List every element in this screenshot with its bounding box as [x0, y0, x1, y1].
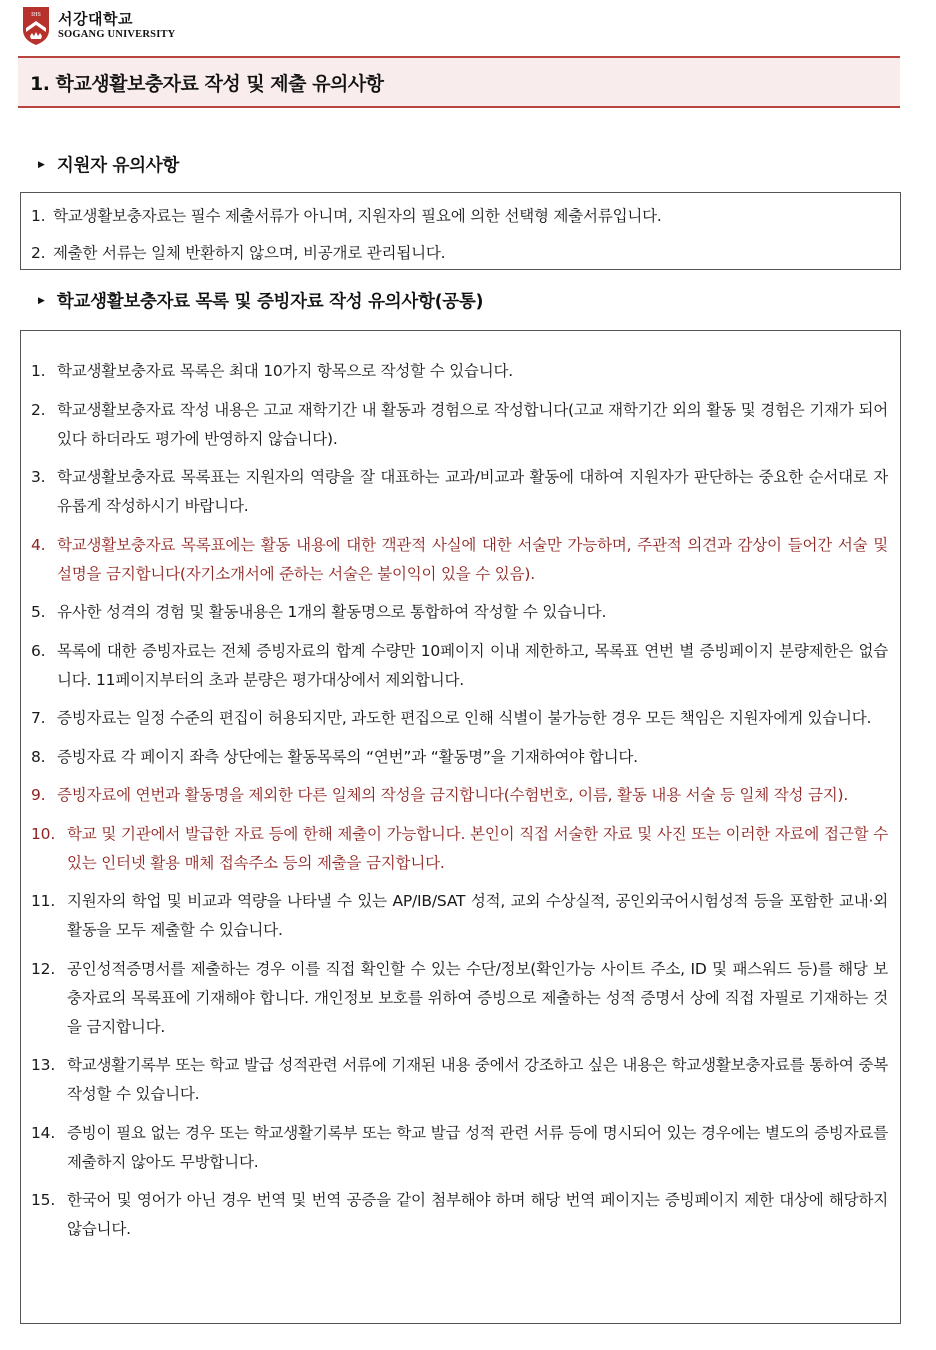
warning-list-item: 4. 학교생활보충자료 목록표에는 활동 내용에 대한 객관적 사실에 대한 서술만 가능하며, 주관적 의견과 감상이 들어간 서술 및 설명을 금지합니다(자기소개서에 준하는 서술은 불이익이 있을 수 있음).: [31, 535, 888, 583]
common-notes-heading: ▶ 학교생활보충자료 목록 및 증빙자료 작성 유의사항(공통): [38, 292, 484, 312]
warning-list-item: 10. 학교 및 기관에서 발급한 자료 등에 한해 제출이 가능합니다. 본인이 직접 서술한 자료 및 사진 또는 이러한 자료에 접근할 수 있는 인터넷 활용 매체 접속주소 등의 제출을 금지합니다.: [31, 824, 888, 872]
section-title-bar: [18, 56, 900, 108]
list-item: 11. 지원자의 학업 및 비교과 역량을 나타낼 수 있는 AP/IB/SAT 성적, 교외 수상실적, 공인외국어시험성적 등을 포함한 교내·외 활동을 모두 제출할 수 있습니다.: [31, 892, 888, 939]
list-item: 1. 학교생활보충자료 목록은 최대 10가지 항목으로 작성할 수 있습니다.: [31, 362, 514, 380]
logo-korean-name: 서강대학교: [58, 9, 133, 28]
list-item: 14. 증빙이 필요 없는 경우 또는 학교생활기록부 또는 학교 발급 성적 관련 서류 등에 명시되어 있는 경우에는 별도의 증빙자료를 제출하지 않아도 무방합니다.: [31, 1123, 888, 1171]
applicant-notes-heading: ▶ 지원자 유의사항: [38, 156, 179, 176]
shield-emblem-icon: [22, 6, 50, 46]
university-logo: [22, 6, 175, 46]
triangle-bullet-icon: ▶: [38, 159, 45, 170]
svg-text:IHS: IHS: [31, 12, 41, 18]
list-item: 6. 목록에 대한 증빙자료는 전체 증빙자료의 합계 수량만 10페이지 이내 제한하고, 목록표 연번 별 증빙페이지 분량제한은 없습니다. 11페이지부터의 초과 분량은 평가대상에서 제외합니다.: [31, 641, 888, 689]
triangle-bullet-icon: ▶: [38, 295, 45, 306]
applicant-notes-box: [20, 192, 901, 270]
list-item: 5. 유사한 성격의 경험 및 활동내용은 1개의 활동명으로 통합하여 작성할 수 있습니다.: [31, 603, 607, 621]
list-item: 8. 증빙자료 각 페이지 좌측 상단에는 활동목록의 “연번”과 “활동명”을 기재하여야 합니다.: [31, 747, 638, 766]
logo-english-name: SOGANG UNIVERSITY: [58, 28, 176, 40]
warning-list-item: 9. 증빙자료에 연번과 활동명을 제외한 다른 일체의 작성을 금지합니다(수험번호, 이름, 활동 내용 서술 등 일체 작성 금지).: [31, 786, 849, 804]
common-notes-box: [20, 330, 901, 1324]
list-item: 12. 공인성적증명서를 제출하는 경우 이를 직접 확인할 수 있는 수단/정보(확인가능 사이트 주소, ID 및 패스워드 등)를 해당 보충자료의 목록표에 기재해야 합니다. 개인정보 보호를 위하여 증빙으로 제출하는 성적 증명서 상에 직접 자필로 기재하는 것을 금지합니다.: [31, 959, 888, 1036]
list-item: 15. 한국어 및 영어가 아닌 경우 번역 및 번역 공증을 같이 첨부해야 하며 해당 번역 페이지는 증빙페이지 제한 대상에 해당하지 않습니다.: [31, 1191, 888, 1238]
list-item: 2. 학교생활보충자료 작성 내용은 고교 재학기간 내 활동과 경험으로 작성합니다(고교 재학기간 외의 활동 및 경험은 기재가 되어 있다 하더라도 평가에 반영하지 않습니다).: [31, 400, 888, 448]
list-item: 13. 학교생활기록부 또는 학교 발급 성적관련 서류에 기재된 내용 중에서 강조하고 싶은 내용은 학교생활보충자료를 통하여 중복 작성할 수 있습니다.: [31, 1056, 888, 1103]
list-item: 3. 학교생활보충자료 목록표는 지원자의 역량을 잘 대표하는 교과/비교과 활동에 대하여 지원자가 판단하는 중요한 순서대로 자유롭게 작성하시기 바랍니다.: [31, 468, 888, 515]
list-item: 7. 증빙자료는 일정 수준의 편집이 허용되지만, 과도한 편집으로 인해 식별이 불가능한 경우 모든 책임은 지원자에게 있습니다.: [31, 709, 872, 727]
list-item: 2. 제출한 서류는 일체 반환하지 않으며, 비공개로 관리됩니다.: [31, 244, 446, 262]
page-title: 1. 학교생활보충자료 작성 및 제출 유의사항: [30, 72, 384, 95]
list-item: 1. 학교생활보충자료는 필수 제출서류가 아니며, 지원자의 필요에 의한 선택형 제출서류입니다.: [31, 207, 662, 225]
